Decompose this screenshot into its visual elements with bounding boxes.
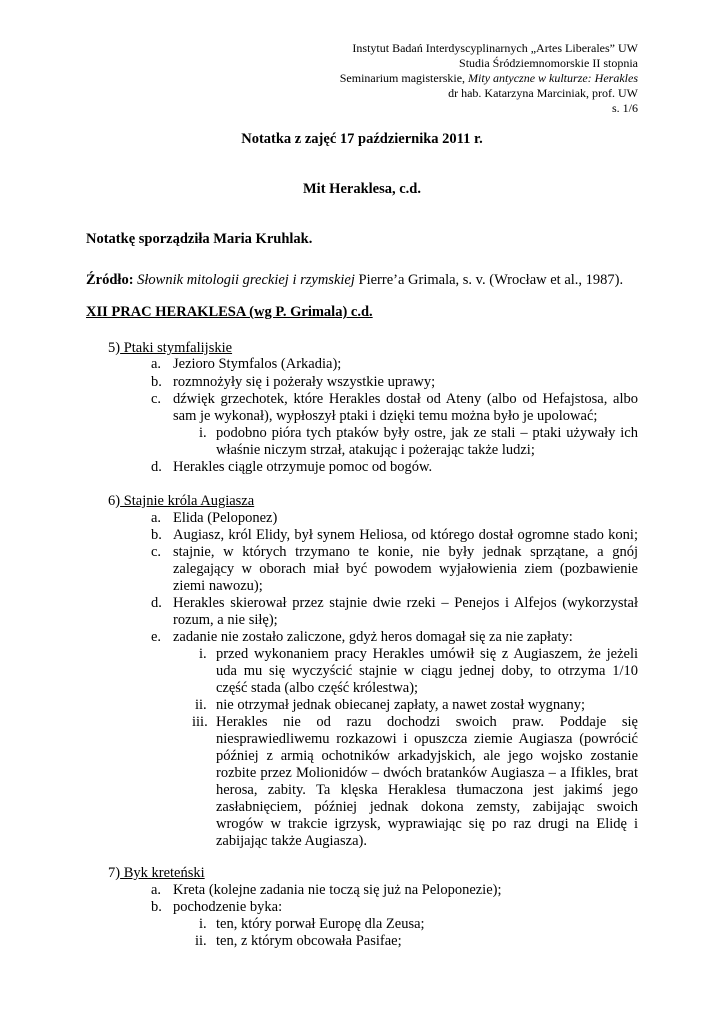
list-subitem: ten, z którym obcowała Pasifae; [216, 933, 402, 949]
list-subitem: nie otrzymał jednak obiecanej zapłaty, a nawet został wygnany; [216, 697, 586, 713]
list-subitem-continued: później z armią ochotników arkadyjskich, ale jego wojsko zostanie [216, 748, 638, 764]
list-marker: iii. [192, 714, 208, 730]
list-item-continued: ziemi nawozu); [173, 578, 263, 594]
list-marker: e. [151, 629, 162, 645]
list-marker: i. [199, 916, 207, 932]
list-subitem-continued: herosa, zabity. Ta klęska Heraklesa tłumaczona jest jakimś jego [216, 782, 638, 798]
list-marker: ii. [195, 933, 207, 949]
list-subitem: ten, który porwał Europę dla Zeusa; [216, 916, 425, 932]
section-6-heading: 6) Stajnie króla Augiasza [108, 493, 255, 509]
document-title: Notatka z zajęć 17 października 2011 r. [241, 131, 483, 147]
list-subitem-continued: niesprawiedliwemu rozkazowi i opuszcza ziemie Augiasza (powrócić [216, 731, 638, 747]
list-subitem-continued: rozbite przez Molionidów – dwóch bratanków Augiasza – a Ifikles, brat [216, 765, 638, 781]
list-item: Kreta (kolejne zadania nie toczą się już na Peloponezie); [173, 882, 502, 898]
list-marker: a. [151, 882, 162, 898]
document-subtitle: Mit Heraklesa, c.d. [303, 181, 421, 197]
list-marker: i. [199, 425, 207, 441]
list-marker: d. [151, 595, 162, 611]
list-marker: b. [151, 527, 162, 543]
source-line: Źródło: Słownik mitologii greckiej i rzymskiej Pierre’a Grimala, s. v. (Wrocław et al., 1987). [86, 272, 624, 288]
list-marker: b. [151, 899, 162, 915]
list-marker: d. [151, 459, 162, 475]
list-subitem-continued: uda mu się wyczyścić stajnie w ciągu jednej doby, to otrzyma 1/10 [216, 663, 638, 679]
list-item: stajnie, w których trzymano te konie, nie były jednak sprzątane, a gnój [173, 544, 638, 560]
header-lecturer: dr hab. Katarzyna Marciniak, prof. UW [448, 86, 638, 100]
list-item: rozmnożyły się i pożerały wszystkie uprawy; [173, 374, 436, 390]
list-item: dźwięk grzechotek, które Herakles dostał od Ateny (albo od Hefajstosa, albo [173, 391, 638, 407]
header-seminar: Seminarium magisterskie, Mity antyczne w kulturze: Herakles [339, 71, 638, 85]
list-subitem: przed wykonaniem pracy Herakles umówił się z Augiaszem, że jeżeli [216, 646, 638, 662]
page-header [340, 41, 638, 116]
list-item-continued: sam je wykonał), wypłoszył ptaki i dzięki temu można było je upolować; [173, 408, 598, 424]
list-subitem-continued: zabijając także Augiasza). [216, 833, 367, 849]
header-institute: Instytut Badań Interdyscyplinarnych „Artes Liberales” UW [352, 41, 638, 55]
section-5-heading: 5) Ptaki stymfalijskie [108, 340, 233, 356]
list-item: Herakles ciągle otrzymuje pomoc od bogów. [173, 459, 433, 475]
list-subitem: podobno pióra tych ptaków były ostre, jak ze stali – ptaki używały ich [216, 425, 638, 441]
list-subitem: Herakles nie od razu dochodzi swoich praw. Poddaje się [216, 714, 638, 730]
list-subitem-continued: wrogów w trakcie igrzysk, wyprawiając się po raz drugi na Elidę i [216, 816, 638, 832]
author-note: Notatkę sporządziła Maria Kruhlak. [86, 231, 313, 247]
list-subitem-continued: zasłabnięciem, później jednak dokona zemsty, zabijając swoich [216, 799, 638, 815]
list-marker: c. [151, 391, 162, 407]
section-7-heading: 7) Byk kreteński [108, 865, 205, 881]
list-item: pochodzenie byka: [173, 899, 283, 915]
list-marker: ii. [195, 697, 207, 713]
list-item: Jezioro Stymfalos (Arkadia); [173, 356, 342, 372]
list-subitem-continued: część stada (albo część królestwa); [216, 680, 419, 696]
list-item: Elida (Peloponez) [173, 510, 278, 526]
list-item-continued: zalegający w oborach miał być powodem wyjałowienia ziem (pozbawienie [173, 561, 638, 577]
list-item: Augiasz, król Elidy, był synem Heliosa, od którego dostał ogromne stado koni; [173, 527, 638, 543]
list-marker: c. [151, 544, 162, 560]
list-marker: b. [151, 374, 162, 390]
list-marker: a. [151, 510, 162, 526]
header-studies: Studia Śródziemnomorskie II stopnia [459, 56, 638, 70]
list-item: zadanie nie zostało zaliczone, gdyż heros domagał się za nie zapłaty: [173, 629, 573, 645]
list-marker: i. [199, 646, 207, 662]
list-item-continued: rozum, a nie siłę); [173, 612, 278, 628]
list-item: Herakles skierował przez stajnie dwie rzeki – Penejos i Alfejos (wykorzystał [173, 595, 638, 611]
section-title: XII PRAC HERAKLESA (wg P. Grimala) c.d. [86, 304, 373, 320]
list-marker: a. [151, 356, 162, 372]
header-page-number: s. 1/6 [611, 101, 638, 115]
list-subitem-continued: właśnie niczym strzał, atakując i pożerając także ludzi; [216, 442, 535, 458]
